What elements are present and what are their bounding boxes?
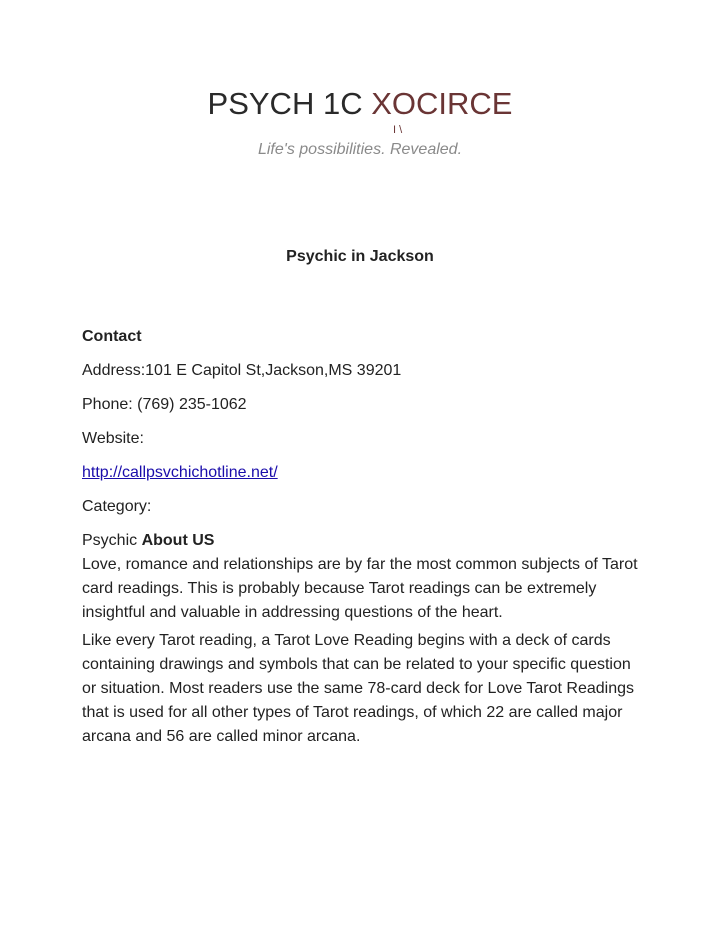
logo-tagline: Life's possibilities. Revealed. <box>257 141 463 158</box>
contact-heading: Contact <box>82 328 142 345</box>
logo-title-main: PSYCH 1C <box>207 86 372 121</box>
document-body <box>82 325 642 753</box>
page-title: Psychic in Jackson <box>286 248 434 265</box>
about-paragraph-1: Love, romance and relationships are by far the most common subjects of Tarot card readings. This is probably because Tarot readings can be extremely insightful and valuable in addressing questions of the heart. <box>82 556 638 621</box>
phone-text: Phone: (769) 235-1062 <box>82 396 247 413</box>
address-text: Address:101 E Capitol St,Jackson,MS 39201 <box>82 362 402 379</box>
category-value: Psychic <box>82 532 138 549</box>
about-paragraph-2: Like every Tarot reading, a Tarot Love Reading begins with a deck of cards containing drawings and symbols that can be related to your specific question or situation. Most readers use the same 78-card deck for Love Tarot Readings that is used for all other types of Tarot readings, of which 22 are called major arcana and 56 are called minor arcana. <box>82 632 634 745</box>
logo-title <box>0 84 720 124</box>
logo-title-accent: XOCIRCE <box>371 86 513 121</box>
website-row <box>82 461 642 495</box>
website-label: Website: <box>82 430 144 447</box>
logo-mark: I \ <box>393 124 403 136</box>
about-heading: About US <box>141 532 215 549</box>
category-about-row <box>82 529 642 553</box>
website-link[interactable]: http://callpsvchichotline.net/ <box>82 464 278 481</box>
logo <box>0 84 720 158</box>
category-label: Category: <box>82 498 152 515</box>
